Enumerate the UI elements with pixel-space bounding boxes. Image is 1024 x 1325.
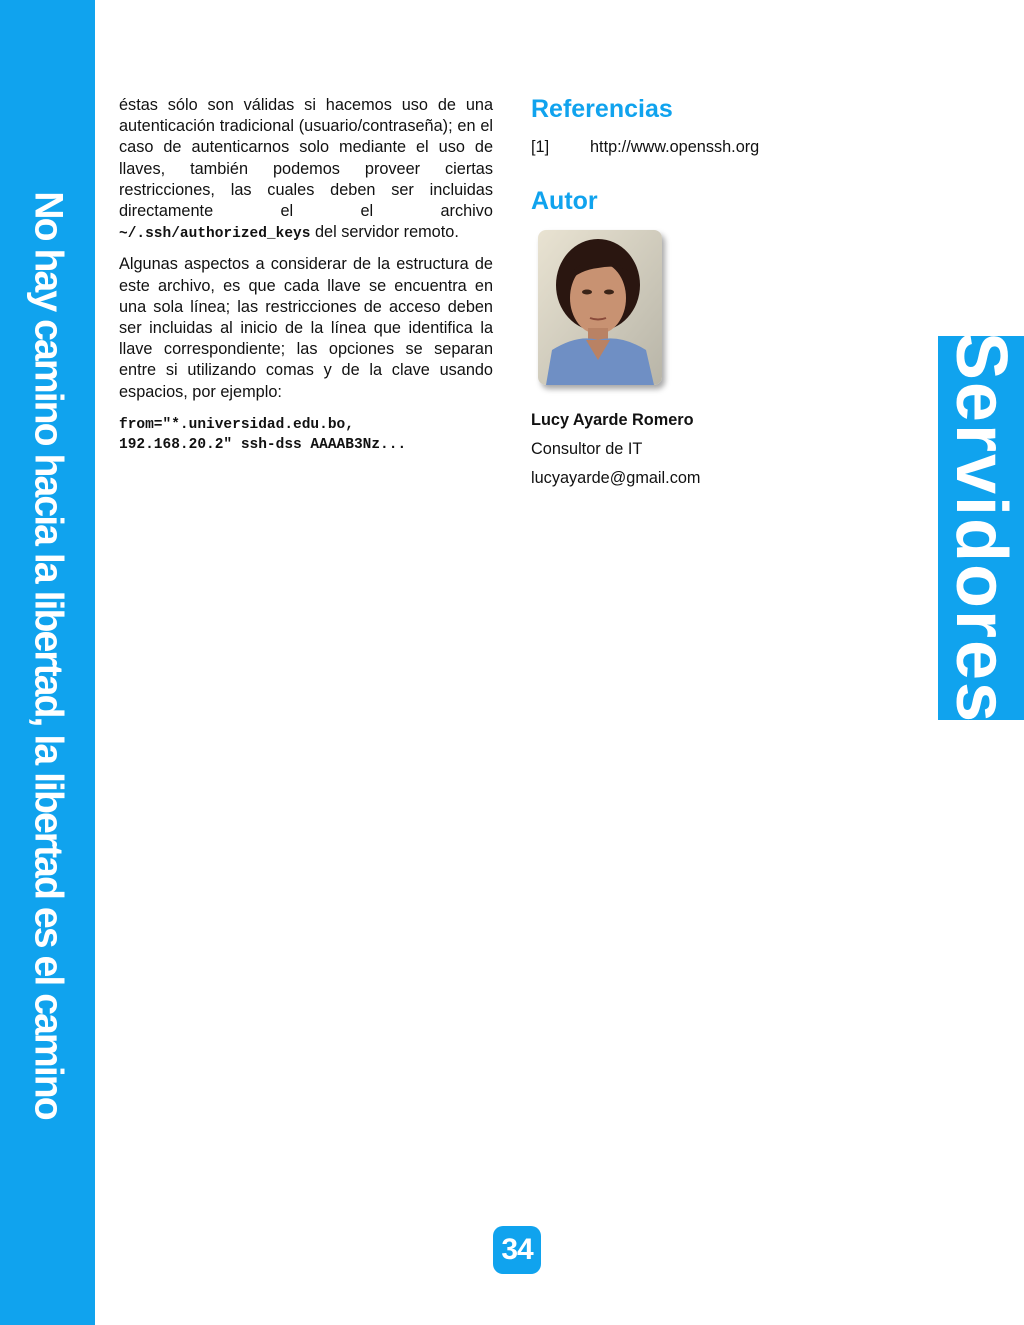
page-number: 34 <box>493 1226 541 1274</box>
reference-link[interactable]: http://www.openssh.org <box>590 138 760 156</box>
sidebar-content <box>531 95 911 488</box>
reference-number: [1] <box>531 138 550 156</box>
author-portrait-image <box>538 230 662 385</box>
file-path: ~/.ssh/authorized_keys <box>119 226 311 243</box>
section-tab <box>938 331 1024 725</box>
references-heading: Referencias <box>531 95 673 123</box>
code-example: from="*.universidad.edu.bo, 192.168.20.2" ssh-dss AAAAB3Nz... <box>119 416 407 453</box>
paragraph-1: éstas sólo son válidas si hacemos uso de una autenticación tradicional (usuario/contraseña); en el caso de autenticarnos solo mediante el uso de llaves, también podemos proveer ciertas restricciones, las cuales deben ser incluidas directamente el el archivo ~/.ssh/authorized_keys del servidor remoto. <box>119 96 493 243</box>
author-email[interactable]: lucyayarde@gmail.com <box>531 469 701 487</box>
reference-item <box>531 138 911 157</box>
author-role: Consultor de IT <box>531 440 643 458</box>
sidebar-band <box>0 0 95 1325</box>
section-tab-label: Servidores <box>941 331 1021 725</box>
author-name: Lucy Ayarde Romero <box>531 411 694 429</box>
sidebar-slogan: No hay camino hacia la libertad, la libertad es el camino <box>26 191 71 1119</box>
author-photo <box>538 230 662 385</box>
author-heading: Autor <box>531 187 598 215</box>
article-body <box>119 95 493 455</box>
paragraph-2: Algunas aspectos a considerar de la estructura de este archivo, es que cada llave se encuentra en una sola línea; las restricciones de acceso deben ser incluidas al inicio de la línea que identifica la llave correspondiente; las opciones se separan entre si utilizando comas y de la clave usando espacios, por ejemplo: <box>119 255 493 401</box>
